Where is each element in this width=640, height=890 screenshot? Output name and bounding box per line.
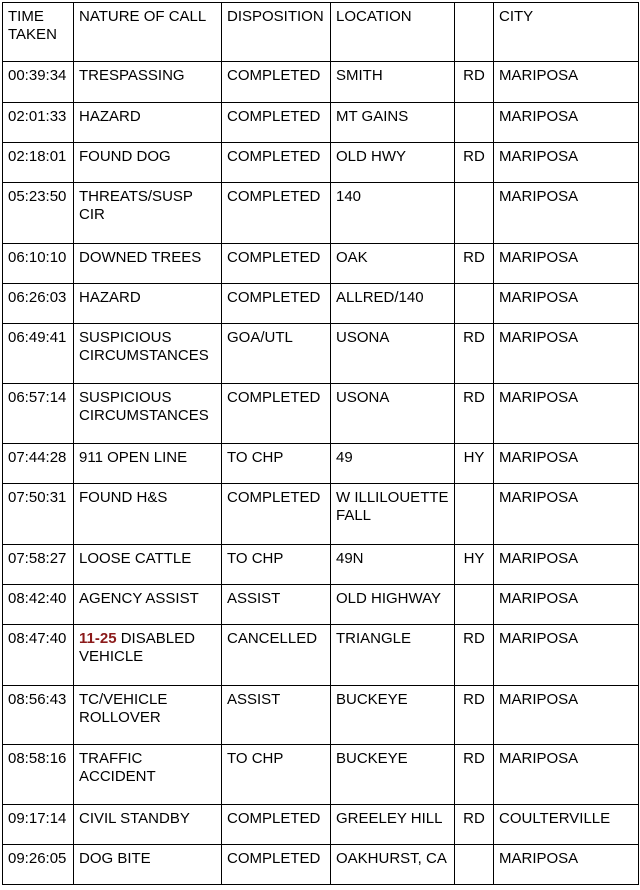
header-disposition: DISPOSITION bbox=[222, 3, 331, 62]
nature-of-call-cell: CIVIL STANDBY bbox=[74, 805, 222, 845]
table-row bbox=[3, 324, 639, 384]
location-cell: MT GAINS bbox=[331, 103, 455, 143]
suffix-cell bbox=[455, 183, 494, 244]
disposition-cell: ASSIST bbox=[222, 585, 331, 625]
city-cell: MARIPOSA bbox=[494, 686, 639, 745]
location-cell: GREELEY HILL bbox=[331, 805, 455, 845]
disposition-cell: COMPLETED bbox=[222, 484, 331, 545]
nature-of-call-cell: TRAFFIC ACCIDENT bbox=[74, 745, 222, 805]
city-cell: MARIPOSA bbox=[494, 284, 639, 324]
table-row bbox=[3, 284, 639, 324]
location-cell: OLD HWY bbox=[331, 143, 455, 183]
nature-of-call-text: DISABLED VEHICLE bbox=[79, 630, 195, 665]
nature-of-call-cell: TC/VEHICLE ROLLOVER bbox=[74, 686, 222, 745]
location-cell: 49 bbox=[331, 444, 455, 484]
disposition-cell: COMPLETED bbox=[222, 244, 331, 284]
table-row bbox=[3, 686, 639, 745]
city-cell: MARIPOSA bbox=[494, 324, 639, 384]
city-cell: MARIPOSA bbox=[494, 62, 639, 103]
nature-of-call-cell bbox=[74, 625, 222, 686]
disposition-cell: COMPLETED bbox=[222, 284, 331, 324]
disposition-cell: COMPLETED bbox=[222, 384, 331, 444]
location-cell: USONA bbox=[331, 384, 455, 444]
city-cell: MARIPOSA bbox=[494, 484, 639, 545]
suffix-cell: RD bbox=[455, 244, 494, 284]
header-suffix bbox=[455, 3, 494, 62]
disposition-cell: GOA/UTL bbox=[222, 324, 331, 384]
city-cell: MARIPOSA bbox=[494, 143, 639, 183]
table-row bbox=[3, 103, 639, 143]
disposition-cell: TO CHP bbox=[222, 545, 331, 585]
suffix-cell: RD bbox=[455, 805, 494, 845]
time-cell: 02:18:01 bbox=[3, 143, 74, 183]
suffix-cell bbox=[455, 284, 494, 324]
disposition-cell: COMPLETED bbox=[222, 183, 331, 244]
city-cell: MARIPOSA bbox=[494, 625, 639, 686]
nature-of-call-cell: SUSPICIOUS CIRCUMSTANCES bbox=[74, 384, 222, 444]
nature-of-call-cell: FOUND DOG bbox=[74, 143, 222, 183]
table-row bbox=[3, 805, 639, 845]
table-row bbox=[3, 484, 639, 545]
disposition-cell: ASSIST bbox=[222, 686, 331, 745]
disposition-cell: COMPLETED bbox=[222, 103, 331, 143]
city-cell: MARIPOSA bbox=[494, 585, 639, 625]
disposition-cell: COMPLETED bbox=[222, 845, 331, 885]
disposition-cell: CANCELLED bbox=[222, 625, 331, 686]
nature-of-call-cell: TRESPASSING bbox=[74, 62, 222, 103]
suffix-cell: RD bbox=[455, 143, 494, 183]
header-location: LOCATION bbox=[331, 3, 455, 62]
suffix-cell: RD bbox=[455, 62, 494, 103]
header-row bbox=[3, 3, 639, 62]
suffix-cell: HY bbox=[455, 545, 494, 585]
location-cell: 140 bbox=[331, 183, 455, 244]
city-cell: MARIPOSA bbox=[494, 745, 639, 805]
nature-of-call-cell: 911 OPEN LINE bbox=[74, 444, 222, 484]
table-row bbox=[3, 845, 639, 885]
suffix-cell: RD bbox=[455, 324, 494, 384]
location-cell: W ILLILOUETTE FALL bbox=[331, 484, 455, 545]
time-cell: 07:50:31 bbox=[3, 484, 74, 545]
table-row bbox=[3, 745, 639, 805]
time-cell: 07:58:27 bbox=[3, 545, 74, 585]
suffix-cell bbox=[455, 845, 494, 885]
suffix-cell: RD bbox=[455, 625, 494, 686]
location-cell: BUCKEYE bbox=[331, 686, 455, 745]
time-cell: 09:17:14 bbox=[3, 805, 74, 845]
suffix-cell: RD bbox=[455, 686, 494, 745]
city-cell: MARIPOSA bbox=[494, 103, 639, 143]
time-cell: 08:42:40 bbox=[3, 585, 74, 625]
time-cell: 09:26:05 bbox=[3, 845, 74, 885]
location-cell: TRIANGLE bbox=[331, 625, 455, 686]
location-cell: USONA bbox=[331, 324, 455, 384]
header-city: CITY bbox=[494, 3, 639, 62]
nature-of-call-cell: THREATS/SUSP CIR bbox=[74, 183, 222, 244]
city-cell: MARIPOSA bbox=[494, 183, 639, 244]
location-cell: OAKHURST, CA bbox=[331, 845, 455, 885]
nature-of-call-cell: DOWNED TREES bbox=[74, 244, 222, 284]
time-cell: 05:23:50 bbox=[3, 183, 74, 244]
time-cell: 08:56:43 bbox=[3, 686, 74, 745]
nature-of-call-cell: AGENCY ASSIST bbox=[74, 585, 222, 625]
nature-of-call-cell: LOOSE CATTLE bbox=[74, 545, 222, 585]
time-cell: 00:39:34 bbox=[3, 62, 74, 103]
table-row bbox=[3, 444, 639, 484]
table-row bbox=[3, 244, 639, 284]
table-row bbox=[3, 384, 639, 444]
city-cell: COULTERVILLE bbox=[494, 805, 639, 845]
city-cell: MARIPOSA bbox=[494, 444, 639, 484]
time-cell: 07:44:28 bbox=[3, 444, 74, 484]
nature-of-call-cell: SUSPICIOUS CIRCUMSTANCES bbox=[74, 324, 222, 384]
disposition-cell: COMPLETED bbox=[222, 62, 331, 103]
time-cell: 02:01:33 bbox=[3, 103, 74, 143]
call-log-rows bbox=[3, 62, 639, 885]
suffix-cell: RD bbox=[455, 384, 494, 444]
nature-of-call-cell: FOUND H&S bbox=[74, 484, 222, 545]
call-code: 11-25 bbox=[79, 630, 117, 647]
disposition-cell: COMPLETED bbox=[222, 805, 331, 845]
nature-of-call-cell: DOG BITE bbox=[74, 845, 222, 885]
city-cell: MARIPOSA bbox=[494, 244, 639, 284]
call-log-table bbox=[2, 2, 639, 885]
disposition-cell: COMPLETED bbox=[222, 143, 331, 183]
time-cell: 06:10:10 bbox=[3, 244, 74, 284]
suffix-cell: RD bbox=[455, 745, 494, 805]
time-cell: 06:26:03 bbox=[3, 284, 74, 324]
nature-of-call-cell: HAZARD bbox=[74, 284, 222, 324]
table-row bbox=[3, 585, 639, 625]
time-cell: 06:49:41 bbox=[3, 324, 74, 384]
header-nature-of-call: NATURE OF CALL bbox=[74, 3, 222, 62]
city-cell: MARIPOSA bbox=[494, 845, 639, 885]
time-cell: 06:57:14 bbox=[3, 384, 74, 444]
time-cell: 08:47:40 bbox=[3, 625, 74, 686]
table-row bbox=[3, 62, 639, 103]
suffix-cell: HY bbox=[455, 444, 494, 484]
table-row bbox=[3, 183, 639, 244]
disposition-cell: TO CHP bbox=[222, 444, 331, 484]
location-cell: BUCKEYE bbox=[331, 745, 455, 805]
location-cell: OLD HIGHWAY bbox=[331, 585, 455, 625]
nature-of-call-cell: HAZARD bbox=[74, 103, 222, 143]
suffix-cell bbox=[455, 585, 494, 625]
location-cell: SMITH bbox=[331, 62, 455, 103]
location-cell: ALLRED/140 bbox=[331, 284, 455, 324]
time-cell: 08:58:16 bbox=[3, 745, 74, 805]
city-cell: MARIPOSA bbox=[494, 384, 639, 444]
city-cell: MARIPOSA bbox=[494, 545, 639, 585]
location-cell: 49N bbox=[331, 545, 455, 585]
suffix-cell bbox=[455, 484, 494, 545]
header-time-taken: TIME TAKEN bbox=[3, 3, 74, 62]
table-row bbox=[3, 143, 639, 183]
table-row bbox=[3, 545, 639, 585]
suffix-cell bbox=[455, 103, 494, 143]
disposition-cell: TO CHP bbox=[222, 745, 331, 805]
table-row bbox=[3, 625, 639, 686]
location-cell: OAK bbox=[331, 244, 455, 284]
